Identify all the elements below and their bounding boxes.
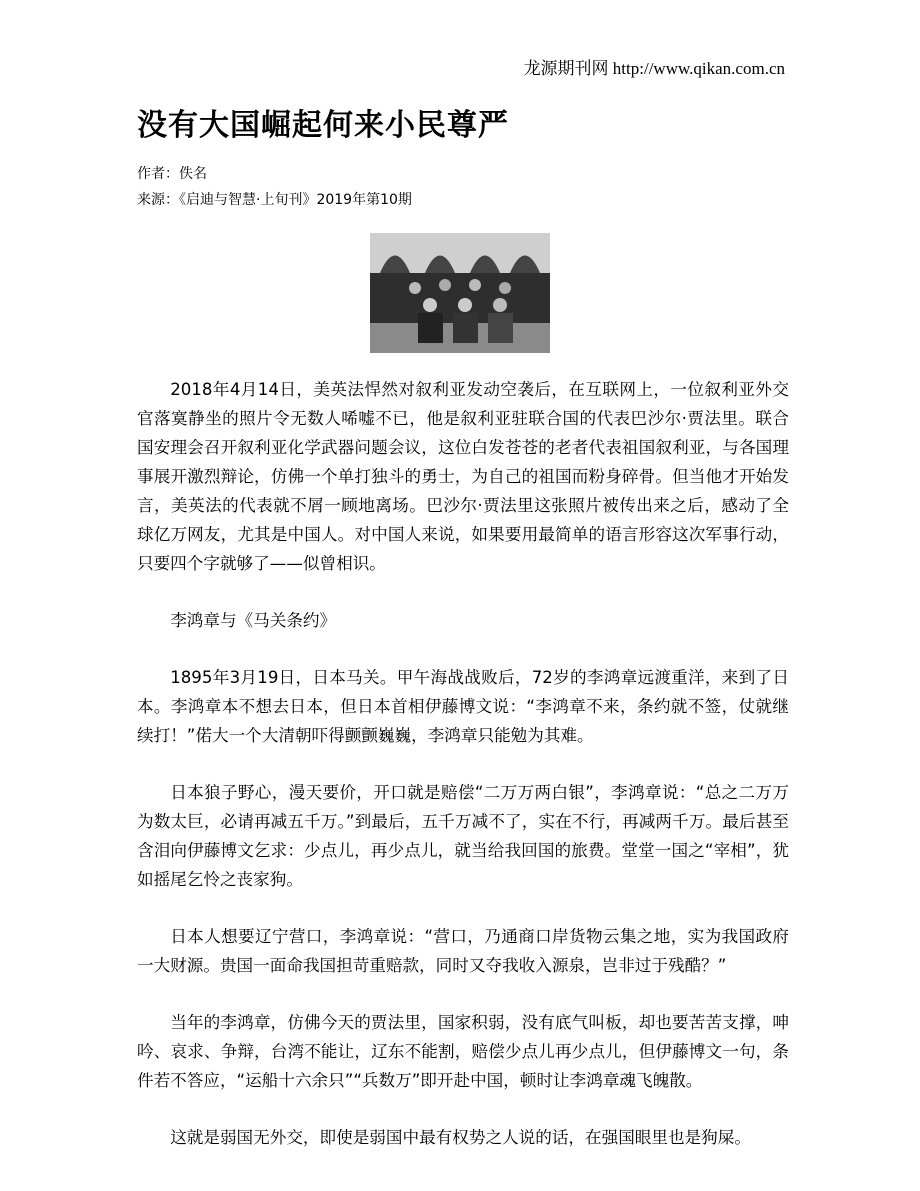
page-title: 没有大国崛起何来小民尊严 bbox=[137, 108, 509, 143]
article-body bbox=[137, 375, 789, 1180]
section-heading: 李鸿章与《马关条约》 bbox=[170, 611, 337, 630]
paragraph: 1895年3月19日，日本马关。甲午海战战败后，72岁的李鸿章远渡重洋，来到了日本。李鸿章本不想去日本，但日本首相伊藤博文说：“李鸿章不来，条约就不签，仗就继续打！”偌大一个大清朝吓得颤颤巍巍，李鸿章只能勉为其难。 bbox=[137, 668, 789, 745]
paragraph: 2018年4月14日，美英法悍然对叙利亚发动空袭后，在互联网上，一位叙利亚外交官落寞静坐的照片令无数人唏嘘不已，他是叙利亚驻联合国的代表巴沙尔·贾法里。联合国安理会召开叙利亚化学武器问题会议，这位白发苍苍的老者代表祖国叙利亚，与各国理事展开激烈辩论，仿佛一个单打独斗的勇士，为自己的祖国而粉身碎骨。但当他才开始发言，美英法的代表就不屑一顾地离场。巴沙尔·贾法里这张照片被传出来之后，感动了全球亿万网友，尤其是中国人。对中国人来说，如果要用最简单的语言形容这次军事行动，只要四个字就够了——似曾相识。 bbox=[137, 380, 789, 573]
author: 作者：佚名 bbox=[137, 166, 207, 182]
site-header: 龙源期刊网 http://www.qikan.com.cn bbox=[523, 59, 785, 78]
paragraph: 日本人想要辽宁营口，李鸿章说：“营口，乃通商口岸货物云集之地，实为我国政府一大财源。贵国一面命我国担苛重赔款，同时又夺我收入源泉，岂非过于残酷？” bbox=[137, 927, 789, 975]
paragraph: 当年的李鸿章，仿佛今天的贾法里，国家积弱，没有底气叫板，却也要苦苦支撑，呻吟、哀求、争辩，台湾不能让，辽东不能割，赔偿少点儿再少点儿，但伊藤博文一句，条件若不答应，“运船十六余只”“兵数万”即开赴中国，顿时让李鸿章魂飞魄散。 bbox=[137, 1013, 789, 1090]
paragraph: 这就是弱国无外交，即使是弱国中最有权势之人说的话，在强国眼里也是狗屎。 bbox=[170, 1128, 751, 1147]
paragraph: 日本狼子野心，漫天要价，开口就是赔偿“二万万两白银”，李鸿章说：“总之二万万为数太巨，必请再减五千万。”到最后，五千万减不了，实在不行，再减两千万。最后甚至含泪向伊藤博文乞求：少点儿，再少点儿，就当给我回国的旅费。堂堂一国之“宰相”，犹如摇尾乞怜之丧家狗。 bbox=[137, 783, 789, 889]
article-photo bbox=[370, 233, 550, 353]
source: 来源：《启迪与智慧·上旬刊》2019年第10期 bbox=[137, 192, 412, 208]
